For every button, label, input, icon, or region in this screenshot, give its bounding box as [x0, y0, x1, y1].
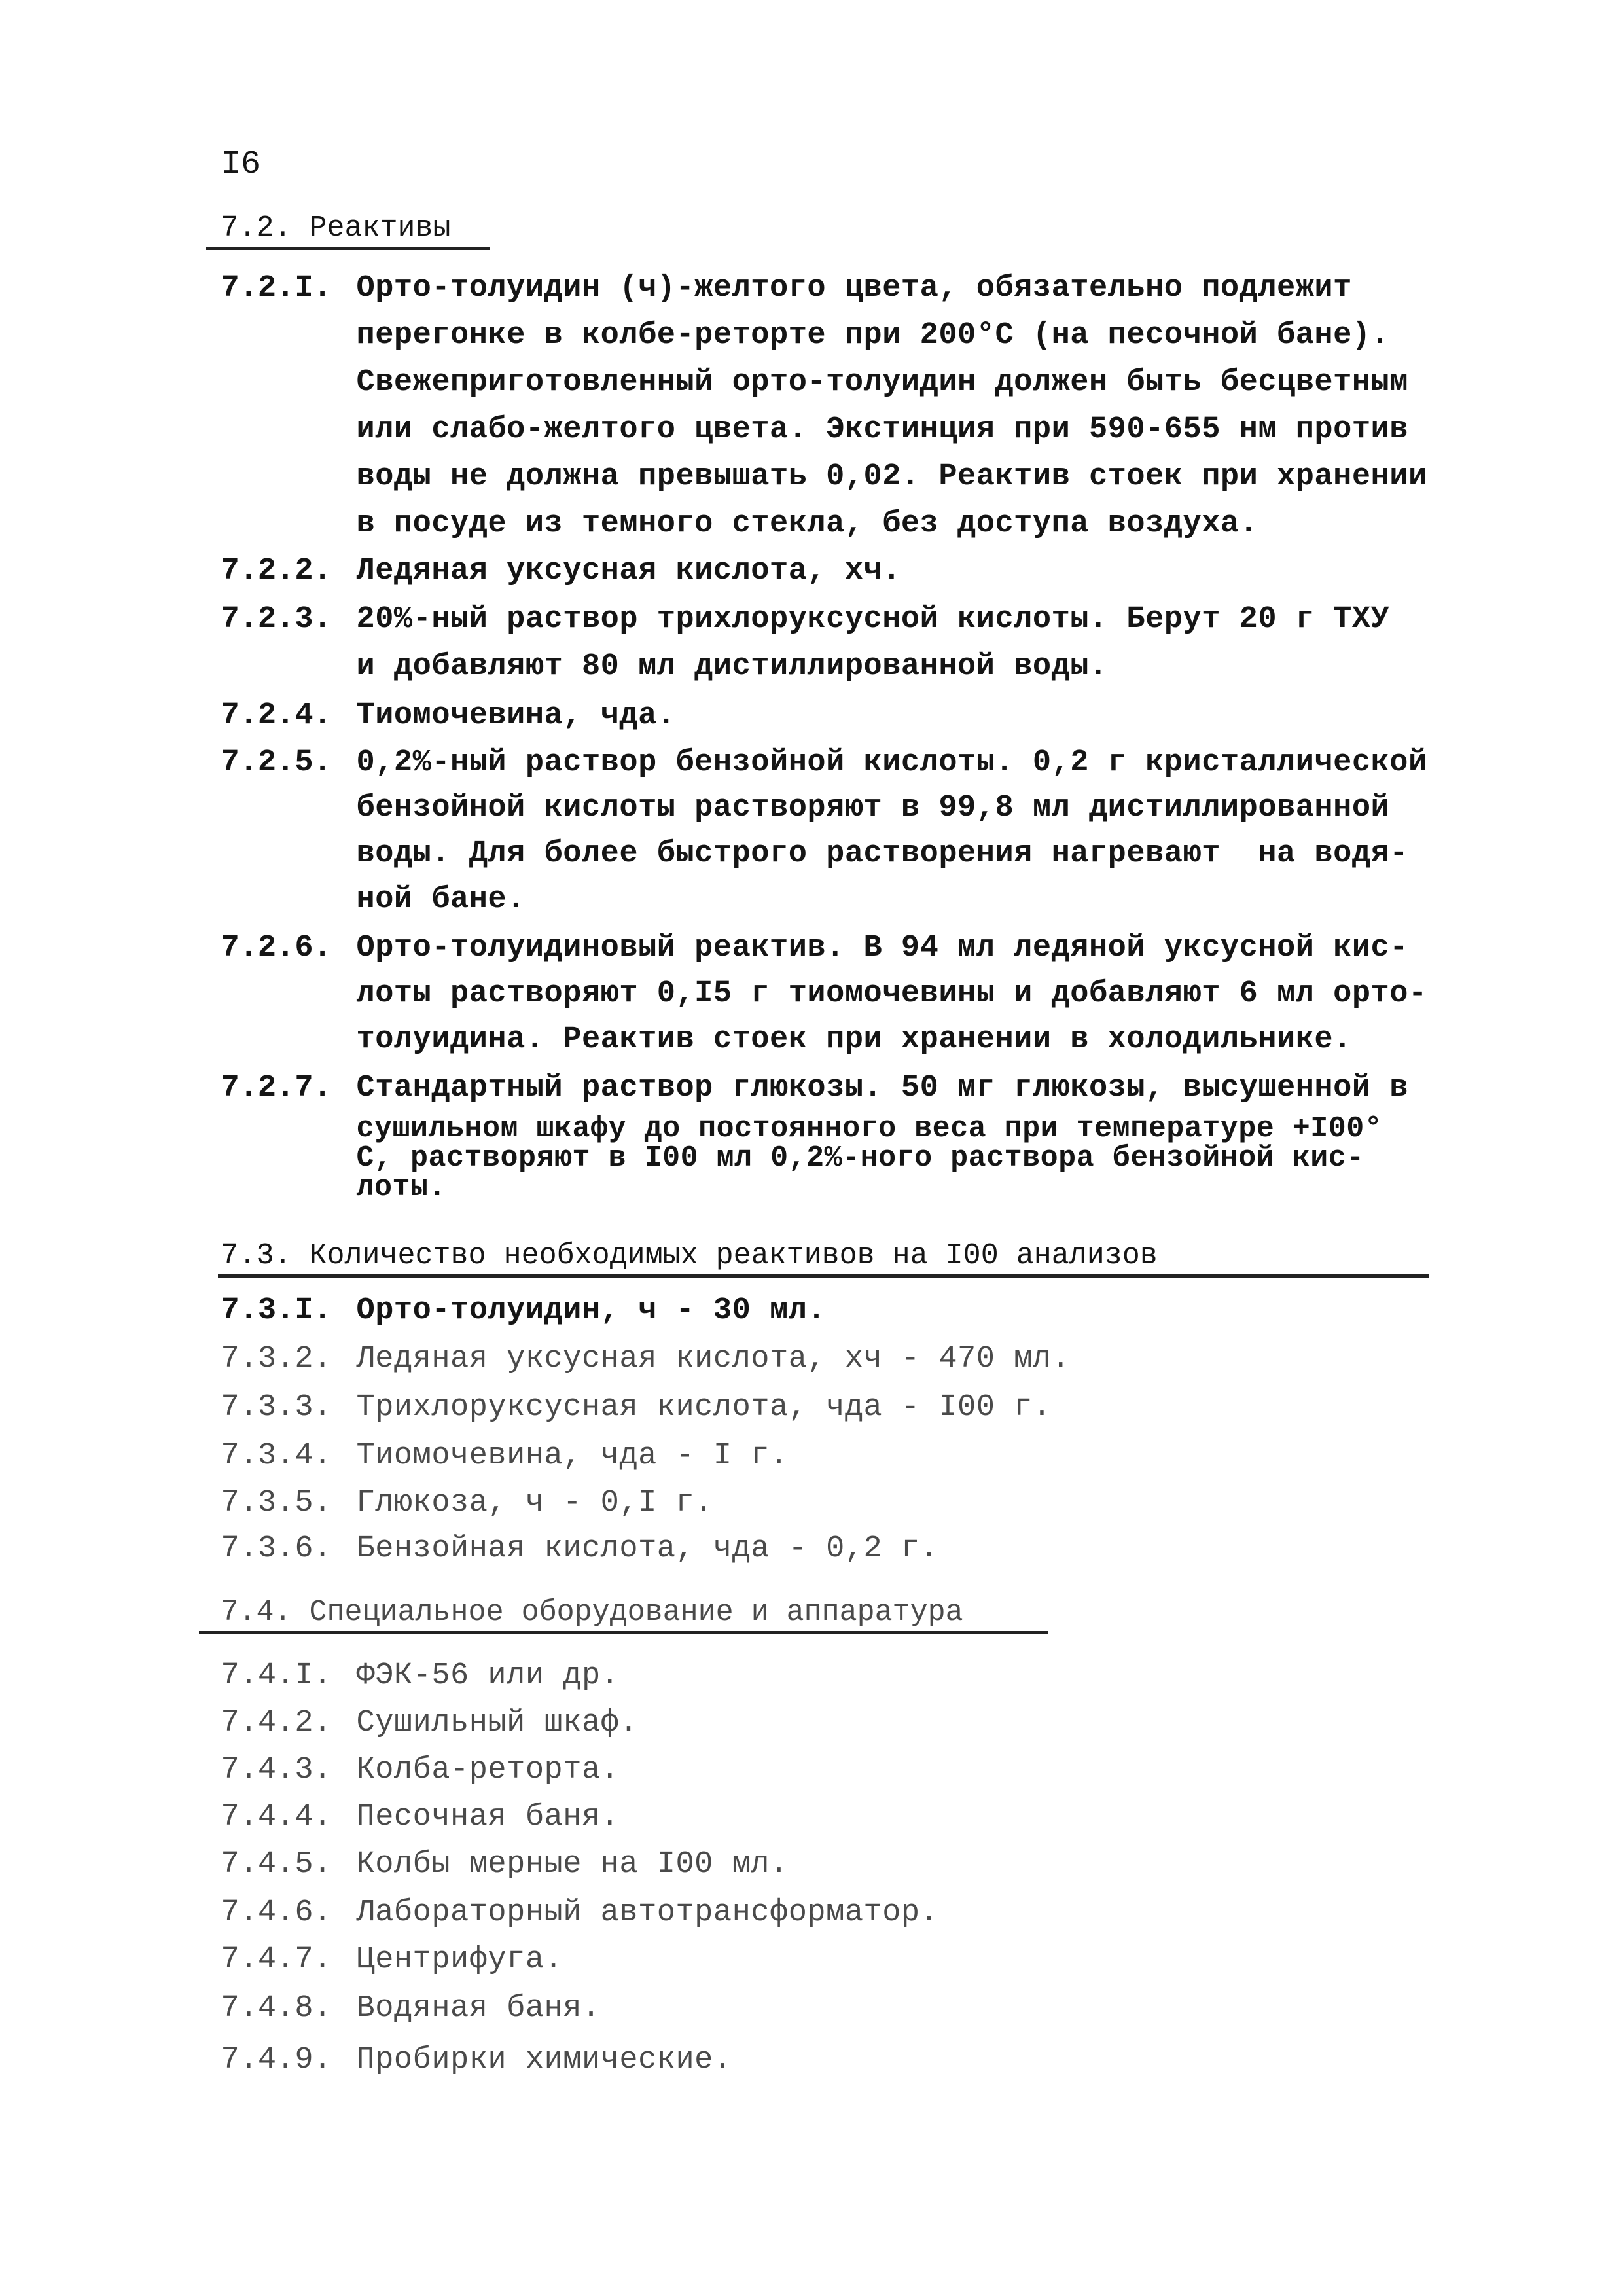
heading-underline [206, 247, 490, 250]
item-number: 7.4.3. [221, 1752, 332, 1787]
item-text-line: Ледяная уксусная кислота, хч. [356, 554, 901, 588]
item-text-line: сушильном шкафу до постоянного веса при температуре +I00° [356, 1111, 1383, 1145]
item-text-line: Свежеприготовленный орто-толуидин должен быть бесцветным [356, 365, 1408, 400]
item-number: 7.2.6. [221, 931, 332, 965]
item-number: 7.2.2. [221, 554, 332, 588]
item-text-line: перегонке в колбе-реторте при 200°С (на песочной бане). [356, 318, 1390, 353]
item-text-line: Орто-толуидин, ч - 30 мл. [356, 1293, 827, 1328]
item-number: 7.3.4. [221, 1439, 332, 1474]
item-number: 7.2.7. [221, 1070, 332, 1105]
item-text-line: 20%-ный раствор трихлоруксусной кислоты. Берут 20 г ТХУ [356, 602, 1390, 637]
section-heading: 7.2. Реактивы [221, 211, 451, 245]
item-text-line: Тиомочевина, чда. [356, 698, 676, 733]
section-heading: 7.4. Специальное оборудование и аппаратура [221, 1595, 963, 1629]
item-number: 7.4.7. [221, 1942, 332, 1977]
item-number: 7.4.2. [221, 1705, 332, 1740]
item-text-line: лоты. [356, 1170, 447, 1204]
item-text-line: Колба-реторта. [356, 1752, 620, 1787]
item-number: 7.4.8. [221, 1991, 332, 2026]
item-text-line: Бензойная кислота, чда - 0,2 г. [356, 1532, 939, 1566]
item-text-line: Водяная баня. [356, 1991, 601, 2026]
item-number: 7.3.I. [221, 1293, 332, 1328]
item-number: 7.4.5. [221, 1846, 332, 1882]
item-number: 7.4.6. [221, 1895, 332, 1930]
item-text-line: или слабо-желтого цвета. Экстинция при 590-655 нм против [356, 412, 1408, 447]
item-number: 7.4.4. [221, 1799, 332, 1835]
item-number: 7.3.3. [221, 1390, 332, 1425]
item-number: 7.2.3. [221, 602, 332, 637]
item-number: 7.3.2. [221, 1341, 332, 1376]
heading-underline [199, 1631, 1048, 1634]
section-heading: 7.3. Количество необходимых реактивов на I00 анализов [221, 1239, 1158, 1273]
item-number: 7.2.I. [221, 271, 332, 306]
item-text-line: ной бане. [356, 882, 526, 917]
item-text-line: воды. Для более быстрого растворения нагревают на водя- [356, 836, 1408, 871]
item-text-line: Центрифуга. [356, 1942, 563, 1977]
item-text-line: 0,2%-ный раствор бензойной кислоты. 0,2 г кристаллической [356, 745, 1427, 780]
item-text-line: Орто-толуидин (ч)-желтого цвета, обязательно подлежит [356, 271, 1352, 306]
item-text-line: толуидина. Реактив стоек при хранении в холодильнике. [356, 1022, 1352, 1057]
item-number: 7.3.6. [221, 1532, 332, 1566]
item-number: 7.4.9. [221, 2042, 332, 2077]
item-text-line: Сушильный шкаф. [356, 1705, 639, 1740]
item-number: 7.2.4. [221, 698, 332, 733]
item-number: 7.3.5. [221, 1486, 332, 1521]
item-text-line: Глюкоза, ч - 0,I г. [356, 1486, 713, 1521]
item-text-line: ФЭК-56 или др. [356, 1658, 620, 1693]
item-number: 7.4.I. [221, 1658, 332, 1693]
item-text-line: Пробирки химические. [356, 2042, 732, 2077]
page-number: I6 [221, 146, 261, 183]
item-text-line: воды не должна превышать 0,02. Реактив стоек при хранении [356, 459, 1427, 494]
item-text-line: бензойной кислоты растворяют в 99,8 мл дистиллированной [356, 791, 1390, 826]
item-text-line: лоты растворяют 0,I5 г тиомочевины и добавляют 6 мл орто- [356, 976, 1427, 1011]
item-text-line: Колбы мерные на I00 мл. [356, 1846, 789, 1882]
item-text-line: Ледяная уксусная кислота, хч - 470 мл. [356, 1341, 1071, 1376]
item-number: 7.2.5. [221, 745, 332, 780]
item-text-line: С, растворяют в I00 мл 0,2%-ного раствора бензойной кис- [356, 1141, 1364, 1175]
item-text-line: Тиомочевина, чда - I г. [356, 1439, 789, 1474]
item-text-line: Трихлоруксусная кислота, чда - I00 г. [356, 1390, 1052, 1425]
item-text-line: Стандартный раствор глюкозы. 50 мг глюкозы, высушенной в [356, 1070, 1408, 1105]
heading-underline [218, 1274, 1429, 1278]
item-text-line: Лабораторный автотрансформатор. [356, 1895, 939, 1930]
item-text-line: в посуде из темного стекла, без доступа воздуха. [356, 507, 1258, 541]
item-text-line: и добавляют 80 мл дистиллированной воды. [356, 649, 1108, 685]
item-text-line: Песочная баня. [356, 1799, 620, 1835]
item-text-line: Орто-толуидиновый реактив. В 94 мл ледяной уксусной кис- [356, 931, 1408, 965]
